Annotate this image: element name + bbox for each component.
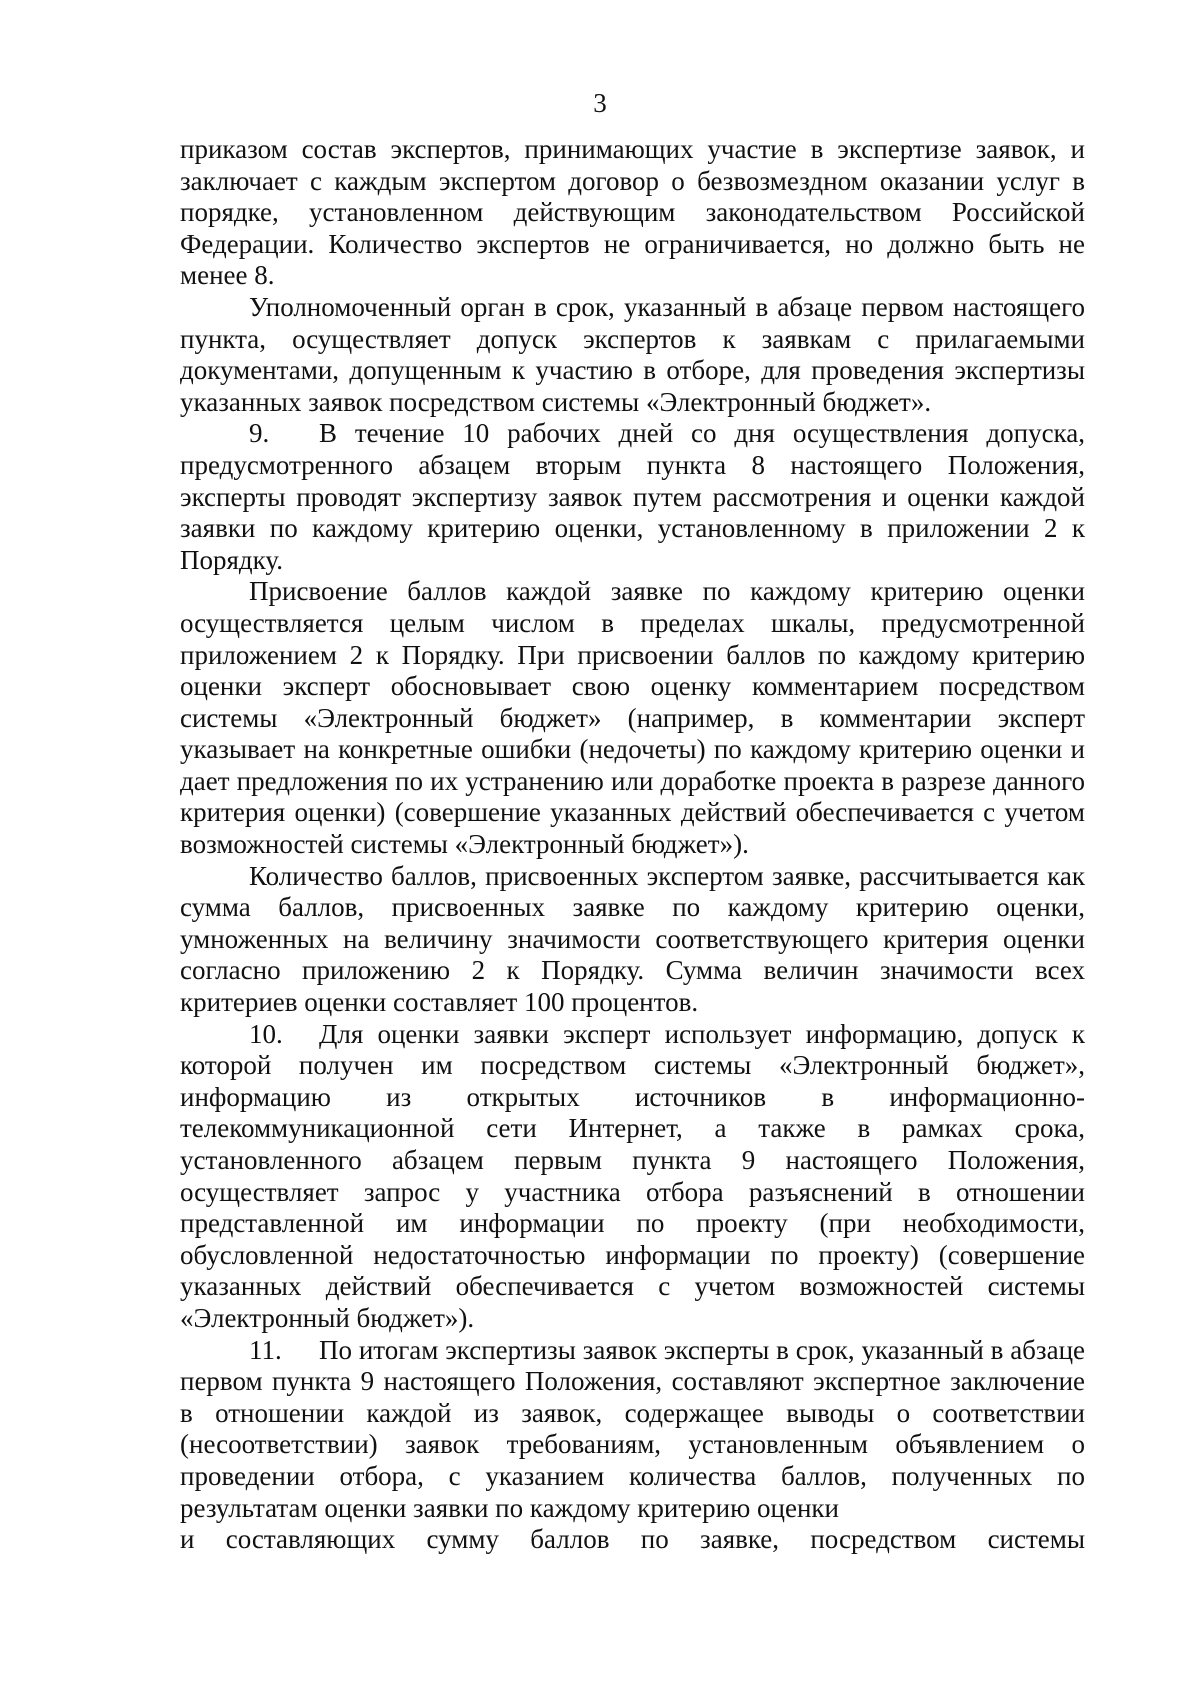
paragraph-text: В течение 10 рабочих дней со дня осуществления допуска, предусмотренного абзацем вторым пункта 8 настоящего Положения, эксперты проводят экспертизу заявок путем рассмотрения и оценки каждой заявки по каждому критерию оценки, установленному в приложении 2 к Порядку. (180, 418, 1085, 575)
continuation-line: и составляющих сумму баллов по заявке, посредством системы (180, 1524, 1085, 1555)
paragraph (180, 292, 1085, 418)
paragraph-text: Для оценки заявки эксперт использует информацию, допуск к которой получен им посредством системы «Электронный бюджет», информацию из открытых источников в информационно-телекоммуникационной сети Интернет, а также в рамках срока, установленного абзацем первым пункта 9 настоящего Положения, осуществляет запрос у участника отбора разъяснений в отношении представленной им информации по проекту (при необходимости, обусловленной недостаточностью информации по проекту) (совершение указанных действий обеспечивается с учетом возможностей системы «Электронный бюджет»). (180, 1018, 1085, 1333)
document-body (180, 134, 1085, 1556)
paragraph-text: Количество баллов, присвоенных экспертом заявке, рассчитывается как сумма баллов, присвоенных заявке по каждому критерию оценки, умноженных на величину значимости соответствующего критерия оценки согласно приложению 2 к Порядку. Сумма величин значимости всех критериев оценки составляет 100 процентов. (180, 860, 1085, 1018)
paragraph (180, 134, 1085, 292)
paragraph-number: 10. (249, 1018, 283, 1049)
paragraph-text: приказом состав экспертов, принимающих участие в экспертизе заявок, и заключает с каждым экспертом договор о безвозмездном оказании услуг в порядке, установленном действующим законодательством Российской Федерации. Количество экспертов не ограничивается, но должно быть не менее 8. (180, 134, 1085, 291)
paragraph (180, 576, 1085, 860)
page-number: 3 (593, 88, 607, 118)
paragraph-text: Присвоение баллов каждой заявке по каждому критерию оценки осуществляется целым числом в пределах шкалы, предусмотренной приложением 2 к Порядку. При присвоении баллов по каждому критерию оценки эксперт обосновывает свою оценку комментарием посредством системы «Электронный бюджет» (например, в комментарии эксперт указывает на конкретные ошибки (недочеты) по каждому критерию оценки и дает предложения по их устранению или доработке проекта в разрезе данного критерия оценки) (совершение указанных действий обеспечивается с учетом возможностей системы «Электронный бюджет»). (180, 576, 1085, 860)
paragraph-item-11 (180, 1335, 1085, 1525)
paragraph-number: 9. (249, 418, 270, 449)
paragraph-text: Уполномоченный орган в срок, указанный в абзаце первом настоящего пункта, осуществляет допуск экспертов к заявкам с прилагаемыми документами, допущенным к участию в отборе, для проведения экспертизы указанных заявок посредством системы «Электронный бюджет». (180, 291, 1085, 417)
paragraph-text: По итогам экспертизы заявок эксперты в срок, указанный в абзаце первом пункта 9 настоящего Положения, составляют экспертное заключение в отношении каждой из заявок, содержащее выводы о соответствии (несоответствии) заявок требованиям, установленным объявлением о проведении отбора, с указанием количества баллов, полученных по результатам оценки заявки по каждому критерию оценки (180, 1334, 1085, 1523)
paragraph (180, 861, 1085, 1019)
paragraph-item-10 (180, 1019, 1085, 1335)
paragraph-item-9 (180, 418, 1085, 576)
paragraph-number: 11. (249, 1334, 282, 1365)
